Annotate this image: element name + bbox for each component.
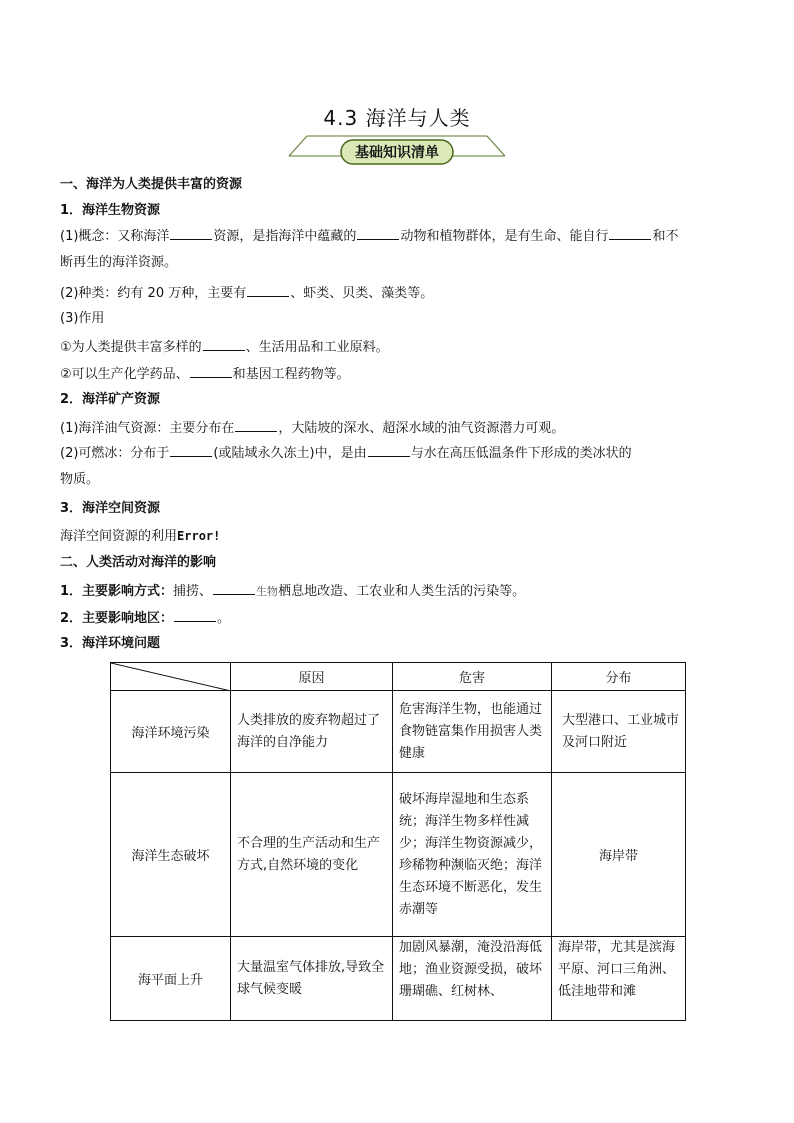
row-harm: 破坏海岸湿地和生态系统；海洋生物多样性减少；海洋生物资源减少，珍稀物种濒临灭绝；海洋生态环境不断恶化，发生赤潮等 <box>393 773 552 937</box>
role1-line <box>60 336 389 358</box>
impact-areas-label: 2．主要影响地区： <box>60 611 174 626</box>
impact-methods-line <box>60 580 525 602</box>
blank[interactable] <box>368 442 410 457</box>
role2-text-1: ②可以生产化学药品、 <box>60 367 189 382</box>
ice-text-3: 与水在高压低温条件下形成的类冰状的 <box>410 446 632 461</box>
sub2-heading: 2．海洋矿产资源 <box>60 392 161 407</box>
table-row <box>111 937 686 1021</box>
diagonal-header-cell <box>111 663 231 691</box>
table-header-row <box>111 663 686 691</box>
row-name: 海洋生态破坏 <box>111 773 231 937</box>
blank[interactable] <box>213 580 255 595</box>
impact-methods-label: 1．主要影响方式： <box>60 584 174 599</box>
table-row <box>111 691 686 773</box>
sub3-heading: 3．海洋空间资源 <box>60 501 161 516</box>
impact-methods-text-3: 栖息地改造、工农业和人类生活的污染等。 <box>278 584 526 599</box>
row-cause: 不合理的生产活动和生产方式,自然环境的变化 <box>231 773 393 937</box>
concept-text-cont: 断再生的海洋资源。 <box>60 255 178 270</box>
blank[interactable] <box>170 442 212 457</box>
row-name: 海平面上升 <box>111 937 231 1021</box>
blank[interactable] <box>235 417 277 432</box>
section1-heading: 一、海洋为人类提供丰富的资源 <box>60 177 243 192</box>
error-text: Error! <box>177 529 221 543</box>
oil-text-1: (1)海洋油气资源：主要分布在 <box>60 421 235 436</box>
sub1-heading: 1．海洋生物资源 <box>60 203 161 218</box>
blank[interactable] <box>609 225 651 240</box>
badge-label: 基础知识清单 <box>355 145 439 161</box>
role1-text-2: 、生活用品和工业原料。 <box>245 340 389 355</box>
row-cause: 人类排放的废弃物超过了海洋的自净能力 <box>231 691 393 773</box>
role2-line <box>60 363 350 385</box>
species-text-2: 、虾类、贝类、藻类等。 <box>290 286 434 301</box>
species-text-1: (2)种类：约有 20 万种，主要有 <box>60 286 247 301</box>
ice-text-2: (或陆域永久冻土)中，是由 <box>213 446 367 461</box>
row-cause: 大量温室气体排放,导致全球气候变暖 <box>231 937 393 1021</box>
ice-text-1: (2)可燃冰：分布于 <box>60 446 170 461</box>
concept-text-4: 和不 <box>652 229 679 244</box>
row-distribution: 大型港口、工业城市及河口附近 <box>552 691 686 773</box>
table-row <box>111 773 686 937</box>
page-title: 4.3 海洋与人类 <box>323 106 471 130</box>
impact-areas-text: 。 <box>217 611 231 626</box>
concept-text-1: (1)概念：又称海洋 <box>60 229 170 244</box>
header-cause: 原因 <box>231 663 393 691</box>
row-distribution: 海岸带，尤其是滨海平原、河口三角洲、低洼地带和滩 <box>552 937 686 1021</box>
role-heading: (3)作用 <box>60 311 105 326</box>
impact-methods-text-1: 捕捞、 <box>173 584 213 599</box>
space-line <box>60 526 220 547</box>
blank[interactable] <box>174 607 216 622</box>
blank[interactable] <box>203 336 245 351</box>
oil-text-2: ，大陆坡的深水、超深水域的油气资源潜力可观。 <box>278 421 565 436</box>
env-issues-table <box>110 662 686 1021</box>
blank[interactable] <box>357 225 399 240</box>
concept-text-3: 动物和植物群体，是有生命、能自行 <box>400 229 609 244</box>
blank[interactable] <box>247 282 289 297</box>
row-harm: 加剧风暴潮，淹没沿海低地；渔业资源受损，破坏珊瑚礁、红树林、 <box>393 937 552 1021</box>
section-badge <box>287 128 507 168</box>
blank[interactable] <box>190 363 232 378</box>
header-distribution: 分布 <box>552 663 686 691</box>
ice-paragraph <box>60 441 726 493</box>
concept-text-2: 资源，是指海洋中蕴藏的 <box>213 229 357 244</box>
role1-text-1: ①为人类提供丰富多样的 <box>60 340 202 355</box>
blank[interactable] <box>170 225 212 240</box>
env-issues-heading: 3．海洋环境问题 <box>60 636 161 651</box>
row-distribution: 海岸带 <box>552 773 686 937</box>
header-harm: 危害 <box>393 663 552 691</box>
role2-text-2: 和基因工程药物等。 <box>232 367 350 382</box>
section2-heading: 二、人类活动对海洋的影响 <box>60 555 217 570</box>
impact-methods-text-2: 生物 <box>256 585 279 598</box>
oil-line <box>60 417 564 439</box>
species-line <box>60 282 433 304</box>
ice-text-cont: 物质。 <box>60 472 100 487</box>
row-name: 海洋环境污染 <box>111 691 231 773</box>
row-harm: 危害海洋生物，也能通过食物链富集作用损害人类健康 <box>393 691 552 773</box>
impact-areas-line <box>60 607 230 629</box>
concept-paragraph <box>60 224 726 276</box>
space-text: 海洋空间资源的利用 <box>60 529 178 544</box>
